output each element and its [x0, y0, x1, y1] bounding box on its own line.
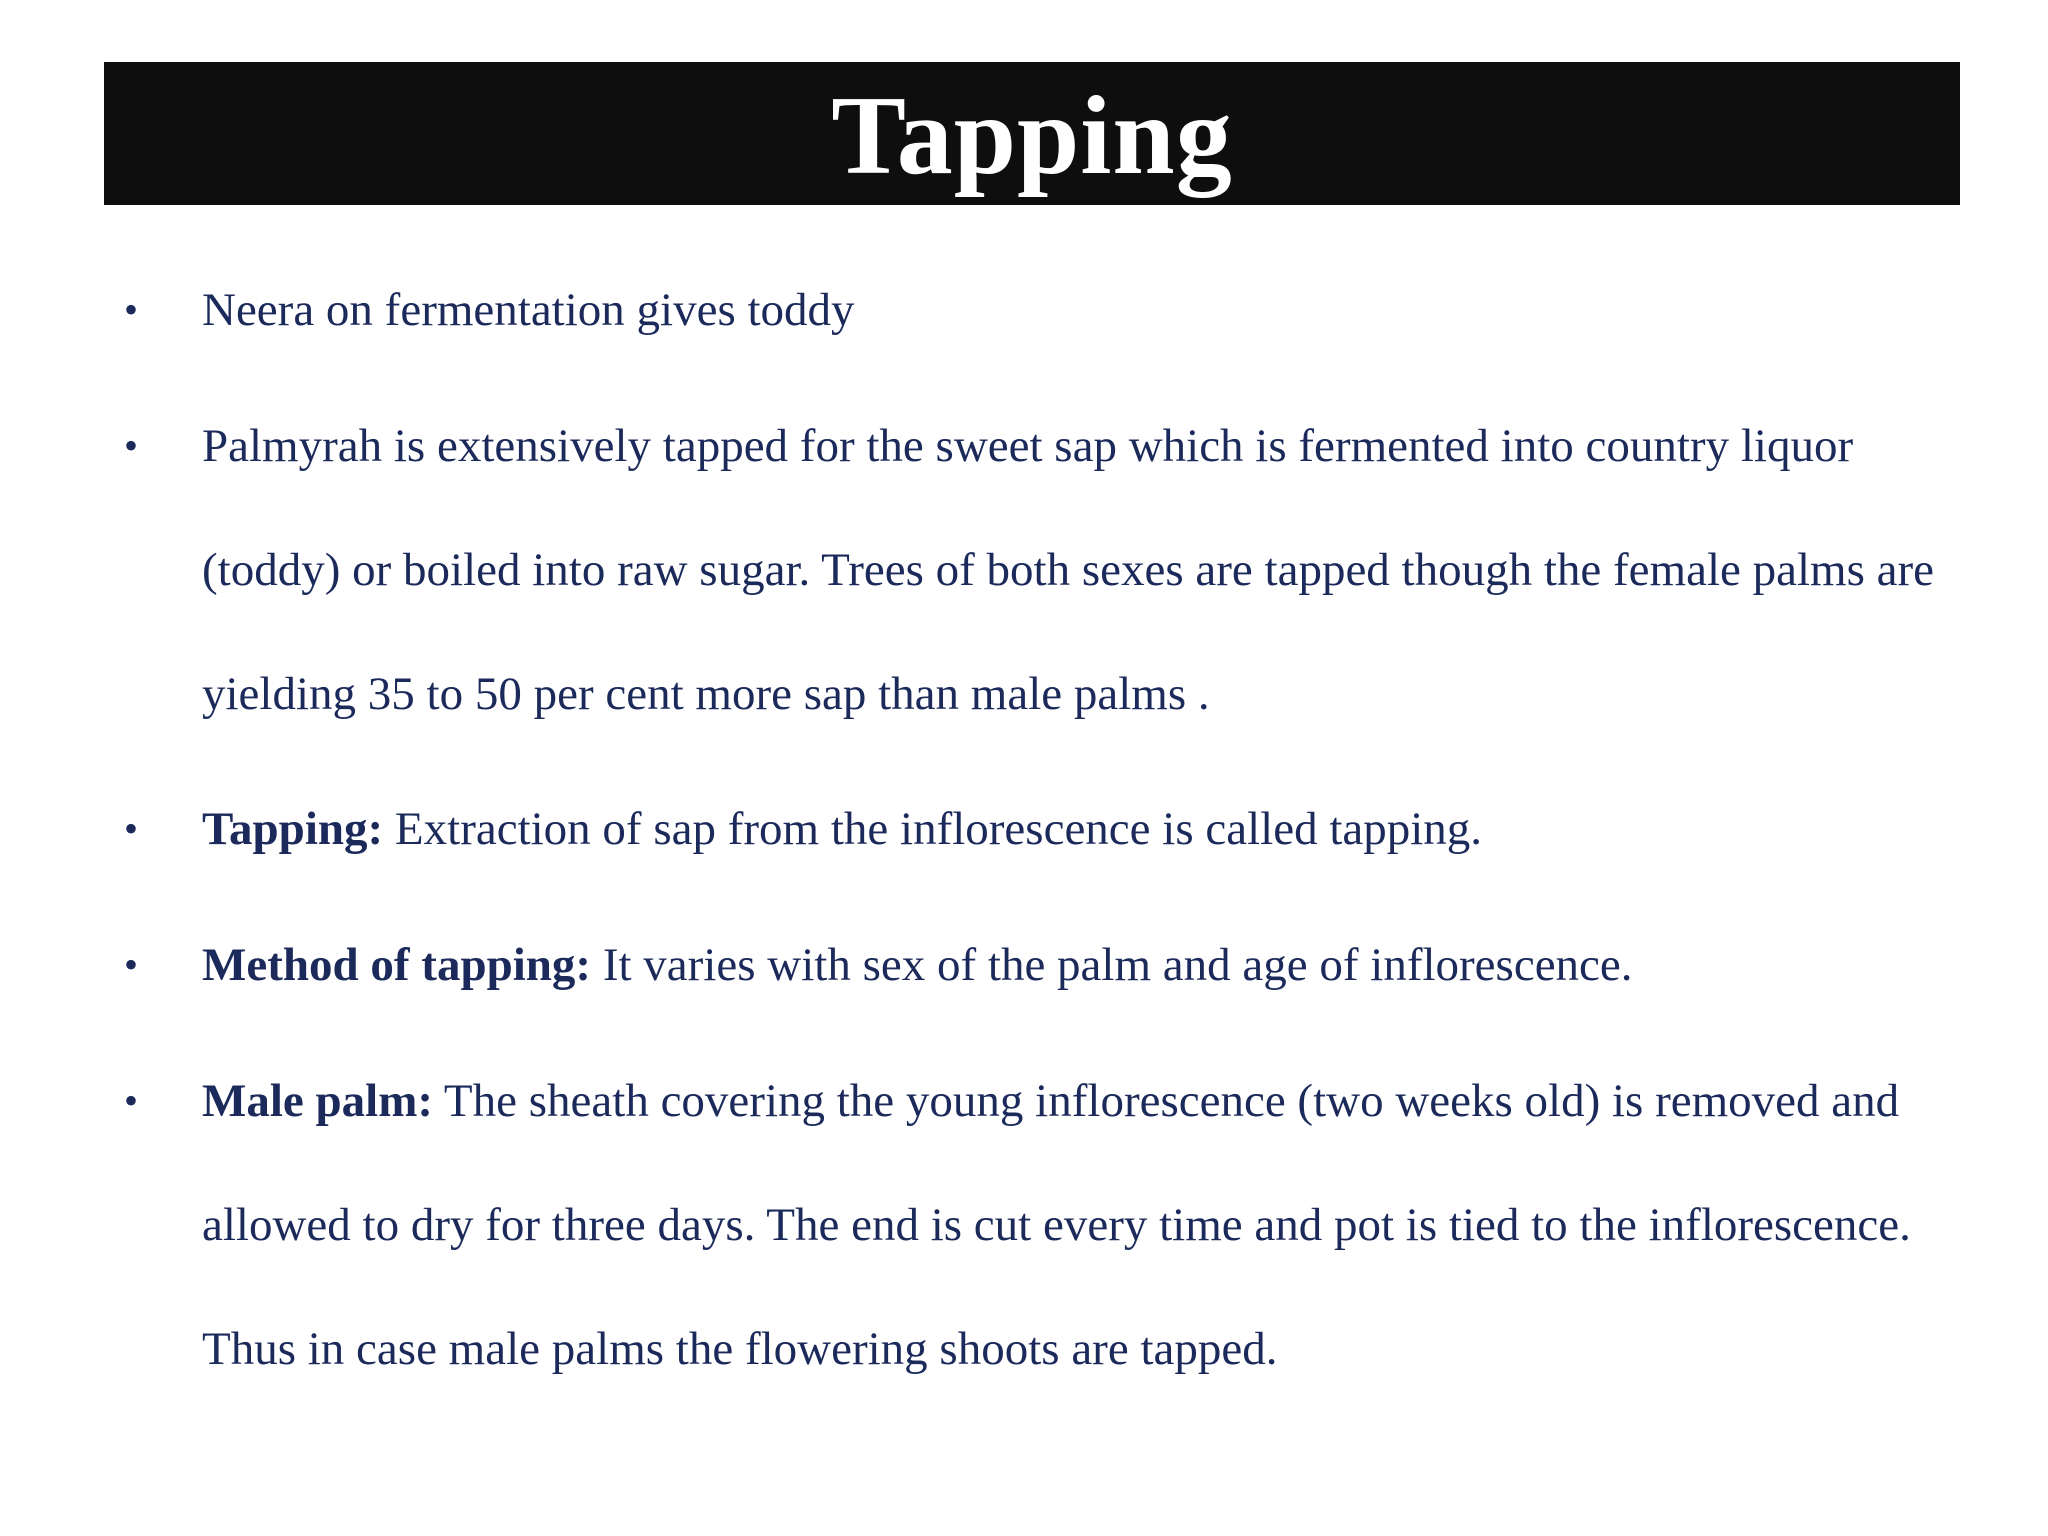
bullet-label: Tapping:: [202, 803, 384, 855]
bullet-body: The sheath covering the young inflorescence (two weeks old) is removed and allowed to dry for three days. The end is cut every time and pot is tied to the inflorescence. Thus in case male palms the flowering shoots are tapped.: [202, 1075, 1911, 1375]
bullet-text: [202, 275, 1964, 345]
bullet-body: Extraction of sap from the inflorescence is called tapping.: [383, 803, 1483, 855]
bullet-body: It varies with sex of the palm and age of inflorescence.: [591, 939, 1633, 991]
bullet-marker: •: [124, 1078, 139, 1123]
bullet-marker: •: [124, 287, 139, 332]
bullet-text: [202, 384, 1964, 756]
bullet-marker: •: [124, 806, 139, 851]
bullet-body: Neera on fermentation gives toddy: [202, 284, 855, 336]
bullet-label: Method of tapping:: [202, 939, 592, 991]
bullet-body: Palmyrah is extensively tapped for the sweet sap which is fermented into country liquor (toddy) or boiled into raw sugar. Trees of both sexes are tapped though the female palms are yielding 35 to 50 per cent more sap than male palms .: [202, 420, 1935, 720]
bullet-marker: •: [124, 942, 139, 987]
bullet-label: Male palm:: [202, 1075, 434, 1127]
bullet-text: [202, 794, 1964, 864]
bullet-text: [202, 930, 1964, 1000]
bullet-marker: •: [124, 423, 139, 468]
slide-title: Tapping: [831, 73, 1233, 198]
bullet-text: [202, 1039, 1964, 1411]
